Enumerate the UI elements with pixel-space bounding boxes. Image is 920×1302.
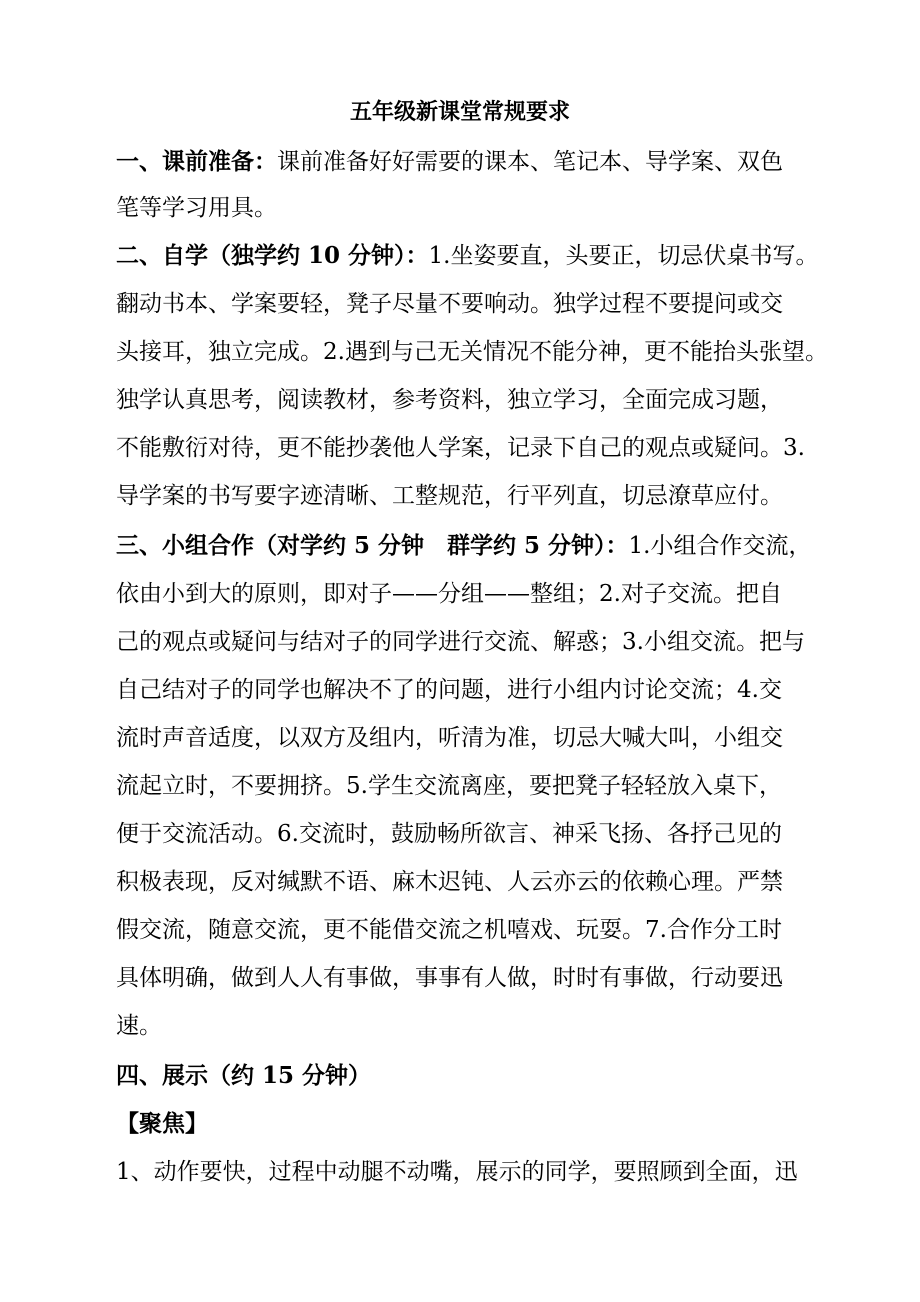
section-3-line-6: 流起立时，不要拥挤。5.学生交流离座，要把凳子轻轻放入桌下， <box>116 773 782 799</box>
section-2-heading: 二、自学（独学约 10 分钟）： <box>116 242 429 269</box>
section-3-line-1 <box>116 531 812 561</box>
section-1-line-2: 笔等学习用具。 <box>116 195 277 221</box>
section-3-line-10: 具体明确，做到人人有事做，事事有人做，时时有事做，行动要迅 <box>116 965 783 991</box>
section-2-line-6: 导学案的书写要字迹清晰、工整规范，行平列直，切忌潦草应付。 <box>116 483 783 509</box>
section-3-heading: 三、小组合作（对学约 5 分钟 群学约 5 分钟）： <box>116 532 629 559</box>
section-2-line-3: 头接耳，独立完成。2.遇到与己无关情况不能分神，更不能抬头张望。 <box>116 339 828 365</box>
section-3-line-7: 便于交流活动。6.交流时，鼓励畅所欲言、神采飞扬、各抒己见的 <box>116 821 782 847</box>
section-1-heading: 一、课前准备： <box>116 148 277 175</box>
section-4-heading: 四、展示（约 15 分钟） <box>116 1062 372 1089</box>
focus-heading: 【聚焦】 <box>116 1110 208 1137</box>
section-3-line-11: 速。 <box>116 1013 162 1039</box>
section-1-text: 课前准备好好需要的课本、笔记本、导学案、双色 <box>277 149 783 175</box>
section-3-line-8: 积极表现，反对缄默不语、麻木迟钝、人云亦云的依赖心理。严禁 <box>116 869 783 895</box>
section-3-line-3: 己的观点或疑问与结对子的同学进行交流、解惑；3.小组交流。把与 <box>116 629 805 655</box>
section-3-line-4: 自己结对子的同学也解决不了的问题，进行小组内讨论交流；4.交 <box>116 677 782 703</box>
page-title: 五年级新课堂常规要求 <box>349 99 570 125</box>
section-2-text: 1.坐姿要直，头要正，切忌伏桌书写。 <box>428 243 819 269</box>
section-3-line-9: 假交流，随意交流，更不能借交流之机嘻戏、玩耍。7.合作分工时 <box>116 917 782 943</box>
section-3-line-2: 依由小到大的原则，即对子——分组——整组；2.对子交流。把自 <box>116 581 782 607</box>
section-2-line-2: 翻动书本、学案要轻，凳子尽量不要响动。独学过程不要提问或交 <box>116 291 783 317</box>
section-3-text: 1.小组合作交流， <box>628 533 812 559</box>
section-3-line-5: 流时声音适度，以双方及组内，听清为准，切忌大喊大叫，小组交 <box>116 725 783 751</box>
section-2-line-1 <box>116 241 818 271</box>
section-2-line-4: 独学认真思考，阅读教材，参考资料，独立学习，全面完成习题， <box>116 387 783 413</box>
section-1-line-1 <box>116 147 783 177</box>
section-2-line-5: 不能敷衍对待，更不能抄袭他人学案，记录下自己的观点或疑问。3. <box>116 435 805 461</box>
section-4-item-1: 1、动作要快，过程中动腿不动嘴，展示的同学，要照顾到全面，迅 <box>116 1159 798 1185</box>
